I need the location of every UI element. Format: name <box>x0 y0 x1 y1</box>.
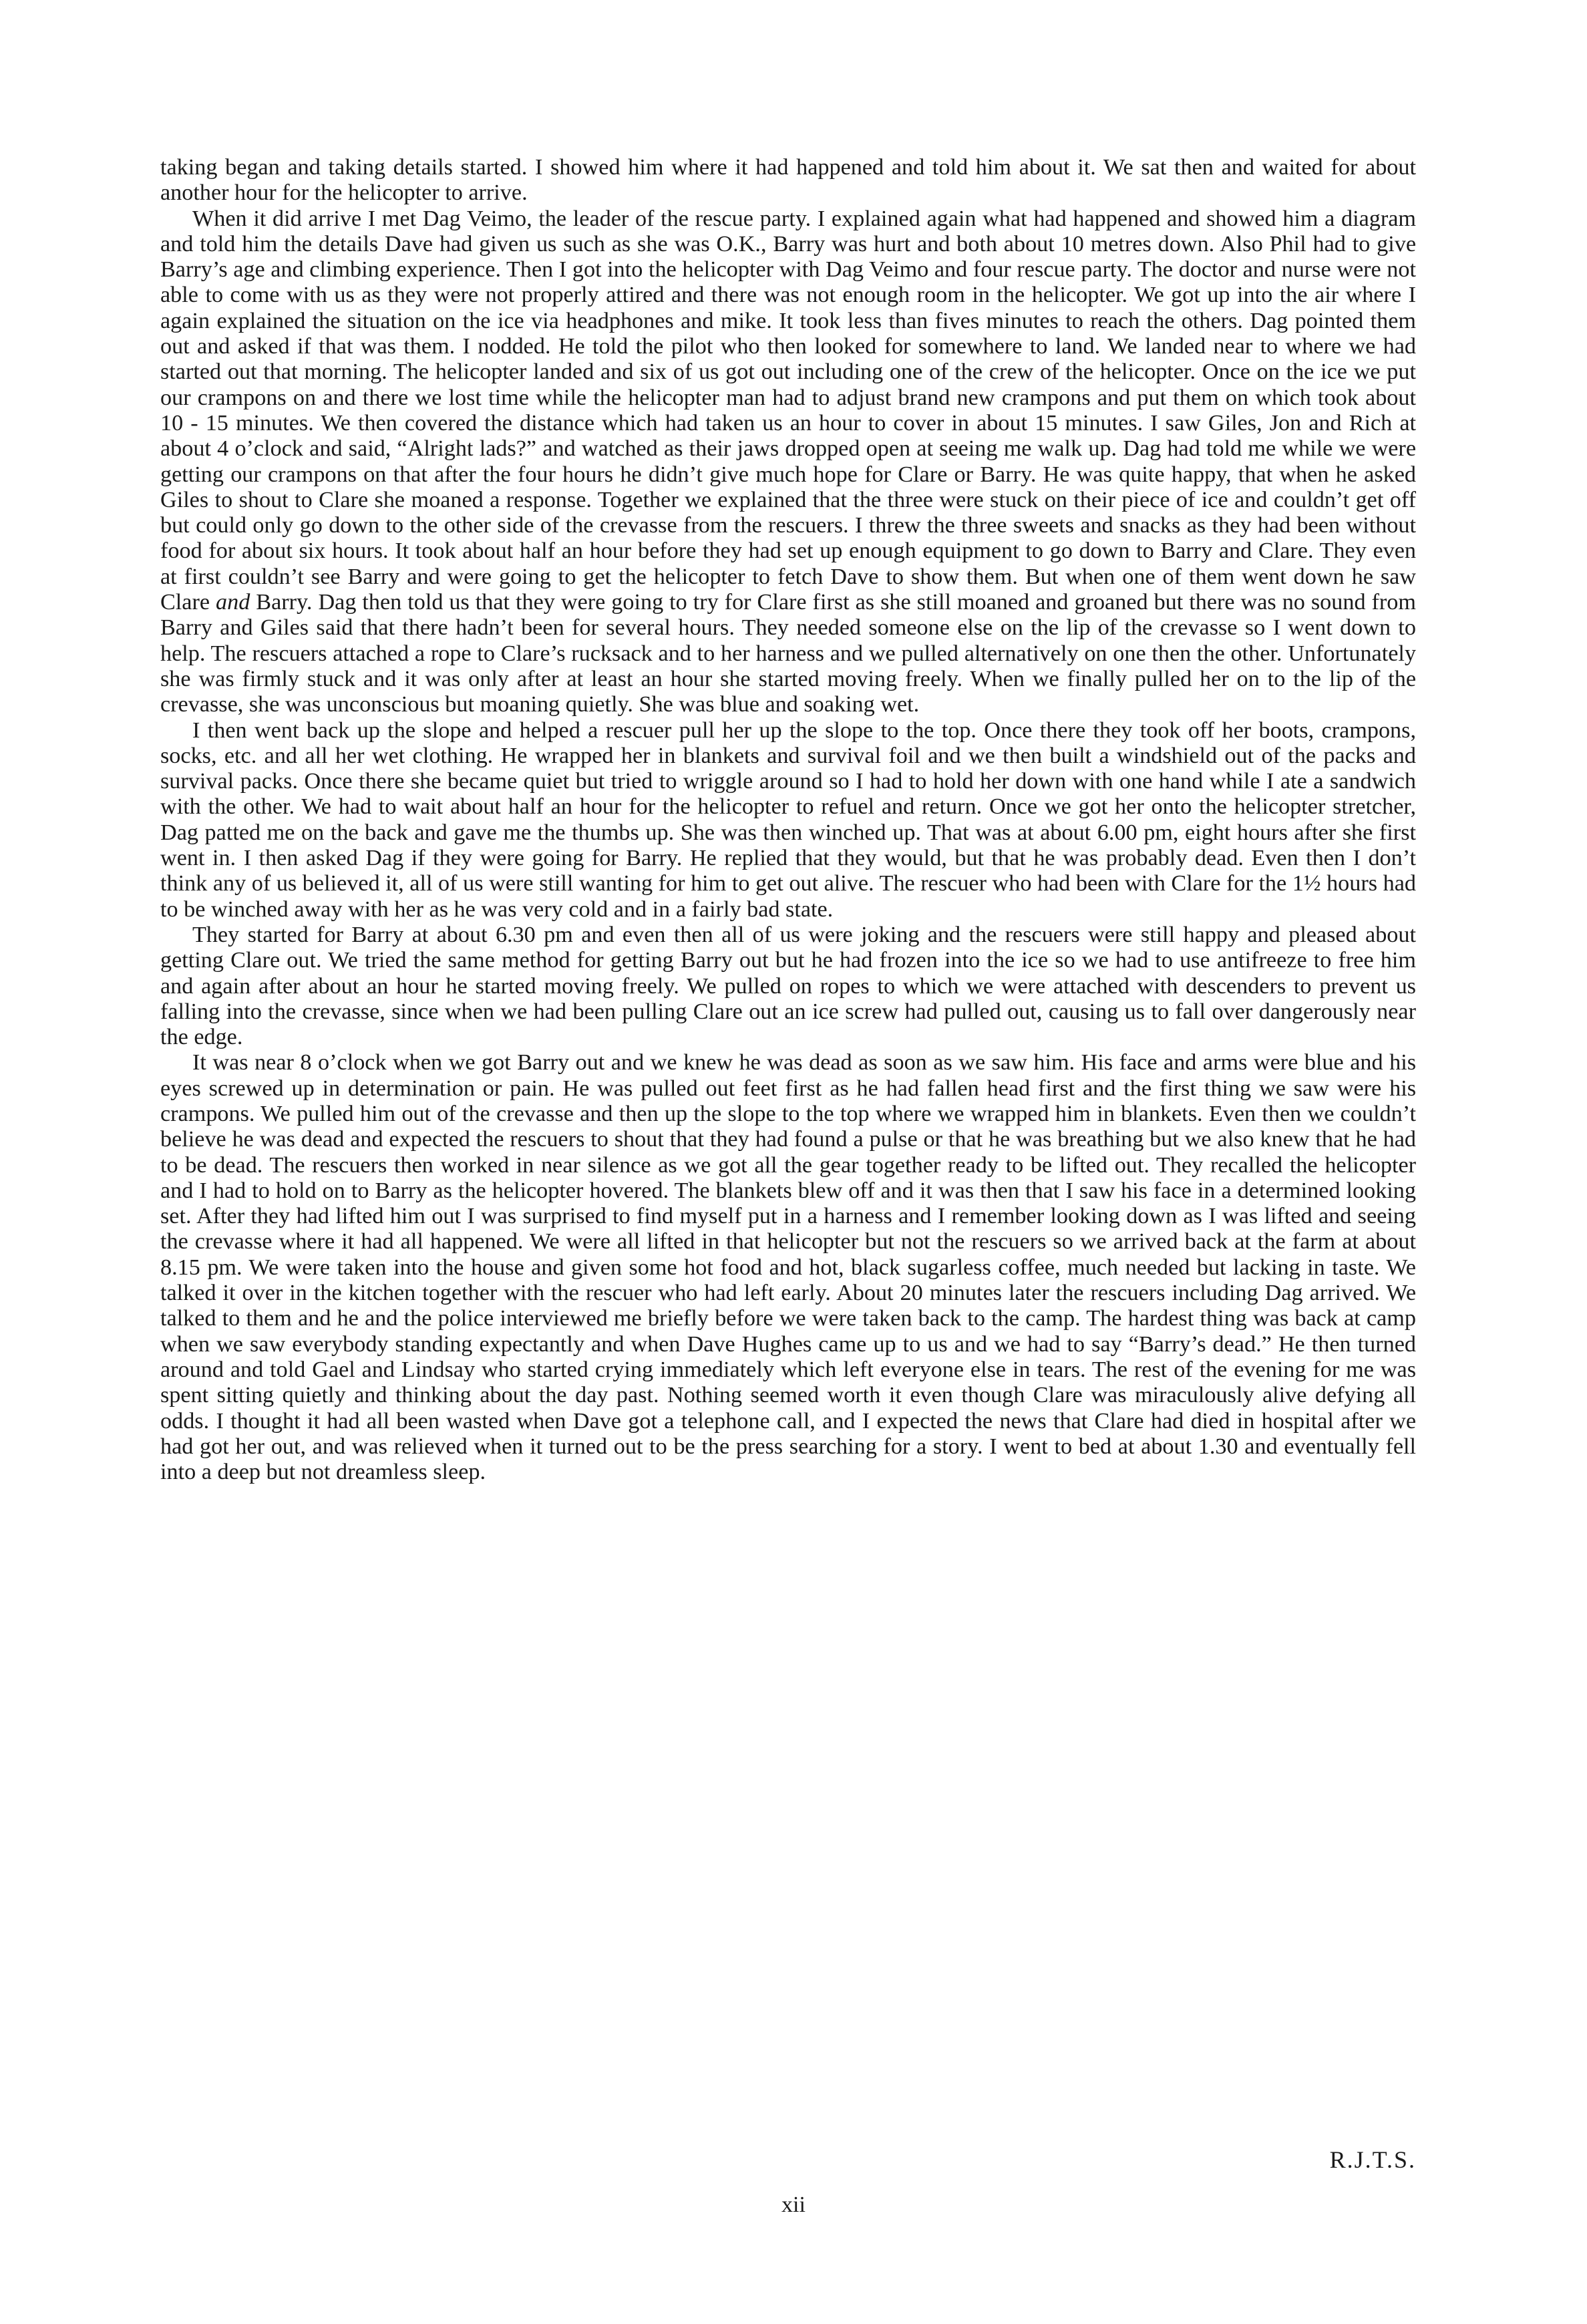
paragraph-3: I then went back up the slope and helped a rescuer pull her up the slope to the top. Once there they took off her boots, crampons, socks, etc. and all her wet clothing. He wrapped her in blankets and survival foil and we then built a windshield out of the packs and survival packs. Once there she became quiet but tried to wriggle around so I had to hold her down with one hand while I ate a sandwich with the other. We had to wait about half an hour for the helicopter to refuel and return. Once we got her onto the helicopter stretcher, Dag patted me on the back and gave me the thumbs up. She was then winched up. That was at about 6.00 pm, eight hours after she first went in. I then asked Dag if they were going for Barry. He replied that they would, but that he was probably dead. Even then I don’t think any of us believed it, all of us were still wanting for him to get out alive. The rescuer who had been with Clare for the 1½ hours had to be winched away with her as he was very cold and in a fairly bad state. <box>160 717 1416 922</box>
paragraph-4: They started for Barry at about 6.30 pm and even then all of us were joking and the rescuers were still happy and pleased about getting Clare out. We tried the same method for getting Barry out but he had frozen into the ice so we had to use antifreeze to free him and again after about an hour he started moving freely. We pulled on ropes to which we were attached with descenders to prevent us falling into the crevasse, since when we had been pulling Clare out an ice screw had pulled out, causing us to fall over dangerously near the edge. <box>160 922 1416 1050</box>
author-initials: R.J.T.S. <box>1329 2146 1416 2173</box>
paragraph-2-text: When it did arrive I met Dag Veimo, the leader of the rescue party. I explained again what had happened and showed him a diagram and told him the details Dave had given us such as she was O.K., Barry was hurt and both about 10 metres down. Also Phil had to give Barry’s age and climbing experience. Then I got into the helicopter with Dag Veimo and four rescue party. The doctor and nurse were not able to come with us as they were not properly attired and there was not enough room in the helicopter. We got up into the air where I again explained the situation on the ice via headphones and mike. It took less than fives minutes to reach the others. Dag pointed them out and asked if that was them. I nodded. He told the pilot who then looked for somewhere to land. We landed near to where we had started out that morning. The helicopter landed and six of us got out including one of the crew of the helicopter. Once on the ice we put our crampons on and there we lost time while the helicopter man had to adjust brand new crampons and put them on which took about 10 - 15 minutes. We then covered the distance which had taken us an hour to cover in about 15 minutes. I saw Giles, Jon and Rich at about 4 o’clock and said, “Alright lads?” and watched as their jaws dropped open at seeing me walk up. Dag had told me while we were getting our crampons on that after the four hours he didn’t give much hope for Clare or Barry. He was quite happy, that when he asked Giles to shout to Clare she moaned a response. Together we explained that the three were stuck on their piece of ice and couldn’t get off but could only go down to the other side of the crevasse from the rescuers. I threw the three sweets and snacks as they had been without food for about six hours. It took about half an hour before they had set up enough equipment to go down to Barry and Clare. They even at first couldn’t see Barry and were going to get the helicopter to fetch Dave to show them. But when one of them went down he saw Clare <box>160 206 1416 615</box>
paragraph-1: taking began and taking details started. I showed him where it had happened and told him about it. We sat then and waited for about another hour for the helicopter to arrive. <box>160 155 1416 206</box>
paragraph-5: It was near 8 o’clock when we got Barry out and we knew he was dead as soon as we saw him. His face and arms were blue and his eyes screwed up in determination or pain. He was pulled out feet first as he had fallen head first and the first thing we saw were his crampons. We pulled him out of the crevasse and then up the slope to the top where we wrapped him in blankets. Even then we couldn’t believe he was dead and expected the rescuers to shout that they had found a pulse or that he was breathing but we also knew that he had to be dead. The rescuers then worked in near silence as we got all the gear together ready to be lifted out. They recalled the helicopter and I had to hold on to Barry as the helicopter hovered. The blankets blew off and it was then that I saw his face in a determined looking set. After they had lifted him out I was surprised to find myself put in a harness and I remember looking down as I was lifted and seeing the crevasse where it had all happened. We were all lifted in that helicopter but not the rescuers so we arrived back at the farm at about 8.15 pm. We were taken into the house and given some hot food and hot, black sugarless coffee, much needed but lacking in taste. We talked it over in the kitchen together with the rescuer who had left early. About 20 minutes later the rescuers including Dag arrived. We talked to them and he and the police interviewed me briefly before we were taken back to the camp. The hardest thing was back at camp when we saw everybody standing expectantly and when Dave Hughes came up to us and we had to say “Barry’s dead.” He then turned around and told Gael and Lindsay who started crying immediately which left everyone else in tears. The rest of the evening for me was spent sitting quietly and thinking about the day past. Nothing seemed worth it even though Clare was miraculously alive defying all odds. I thought it had all been wasted when Dave got a telephone call, and I expected the news that Clare had died in hospital after we had got her out, and was relieved when it turned out to be the press searching for a story. I went to bed at about 1.30 and eventually fell into a deep but not dreamless sleep. <box>160 1050 1416 1485</box>
paragraph-2 <box>160 206 1416 718</box>
paragraph-2-tail: Barry. Dag then told us that they were going to try for Clare first as she still moaned and groaned but there was no sound from Barry and Giles said that there hadn’t been for several hours. They needed someone else on the lip of the crevasse so I went down to help. The rescuers attached a rope to Clare’s rucksack and to her harness and we pulled alternatively on one then the other. Unfortunately she was firmly stuck and it was only after at least an hour she started moving freely. When we finally pulled her on to the lip of the crevasse, she was unconscious but moaning quietly. She was blue and soaking wet. <box>160 590 1416 717</box>
document-body <box>160 155 1416 1485</box>
paragraph-2-emphasis: and <box>216 590 250 615</box>
page-number: xii <box>781 2192 806 2217</box>
